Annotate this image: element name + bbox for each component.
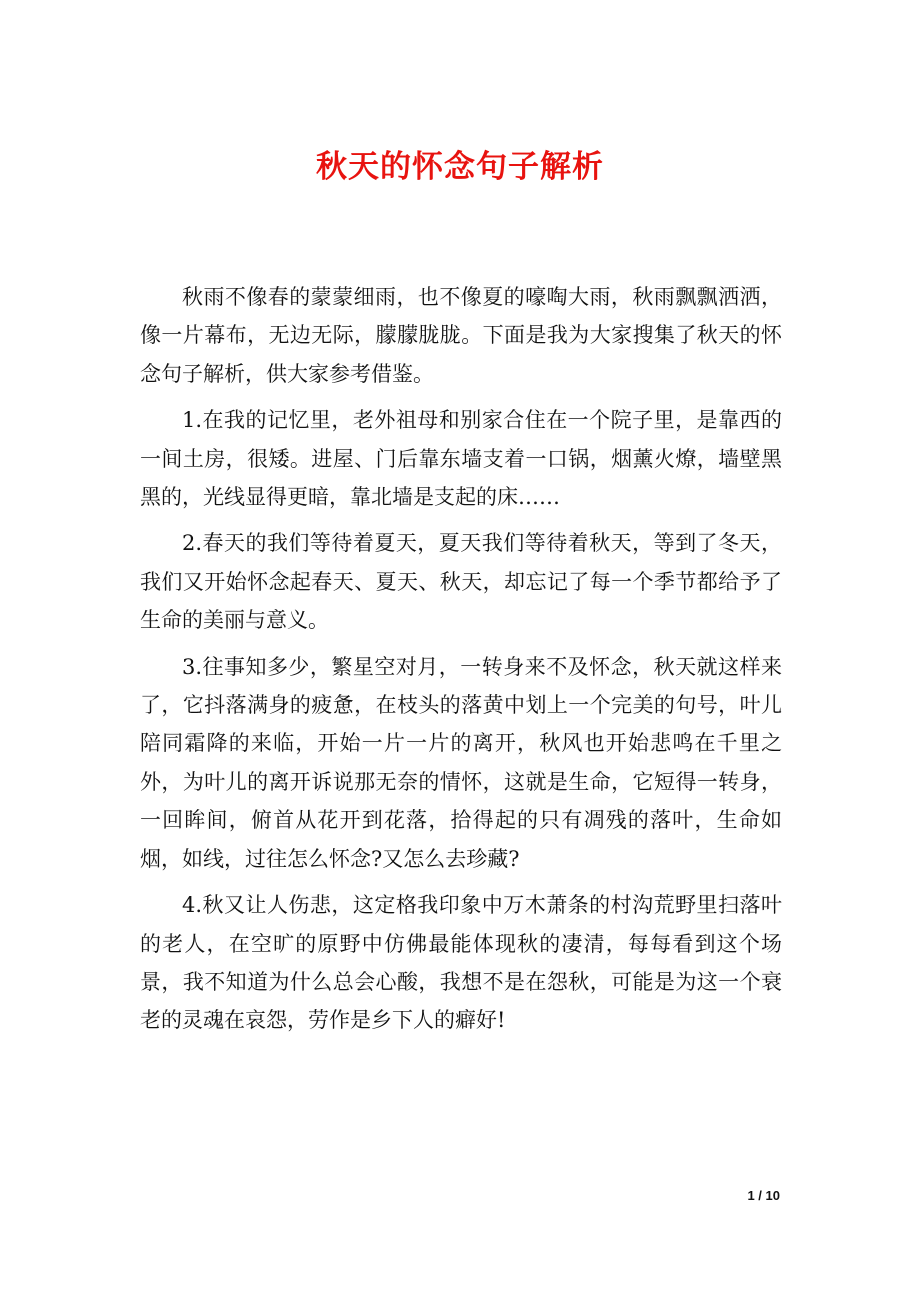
paragraph-4: 4.秋又让人伤悲，这定格我印象中万木萧条的村沟荒野里扫落叶的老人，在空旷的原野中仿佛最能体现秋的凄清，每每看到这个场景，我不知道为什么总会心酸，我想不是在怨秋，可能是为这一个衰老的灵魂在哀怨，劳作是乡下人的癖好! [140,893,782,1033]
paragraph-intro: 秋雨不像春的蒙蒙细雨，也不像夏的嚎啕大雨，秋雨飘飘洒洒，像一片幕布，无边无际，朦朦胧胧。下面是我为大家搜集了秋天的怀念句子解析，供大家参考借鉴。 [140,285,782,386]
document-title: 秋天的怀念句子解析 [316,149,604,185]
paragraph-2: 2.春天的我们等待着夏天，夏天我们等待着秋天，等到了冬天，我们又开始怀念起春天、夏天、秋天，却忘记了每一个季节都给予了生命的美丽与意义。 [140,531,782,633]
page-number: 1 / 10 [747,1188,780,1203]
document-body [140,278,782,1048]
paragraph-1: 1.在我的记忆里，老外祖母和别家合住在一个院子里，是靠西的一间土房，很矮。进屋、门后靠东墙支着一口锅，烟薰火燎，墙壁黑黑的，光线显得更暗，靠北墙是支起的床…… [140,408,782,510]
paragraph-3: 3.往事知多少，繁星空对月，一转身来不及怀念，秋天就这样来了，它抖落满身的疲惫，在枝头的落黄中划上一个完美的句号，叶儿陪同霜降的来临，开始一片一片的离开，秋风也开始悲鸣在千里之外，为叶儿的离开诉说那无奈的情怀，这就是生命，它短得一转身，一回眸间，俯首从花开到花落，拾得起的只有凋残的落叶，生命如烟，如线，过往怎么怀念?又怎么去珍藏? [140,654,782,871]
